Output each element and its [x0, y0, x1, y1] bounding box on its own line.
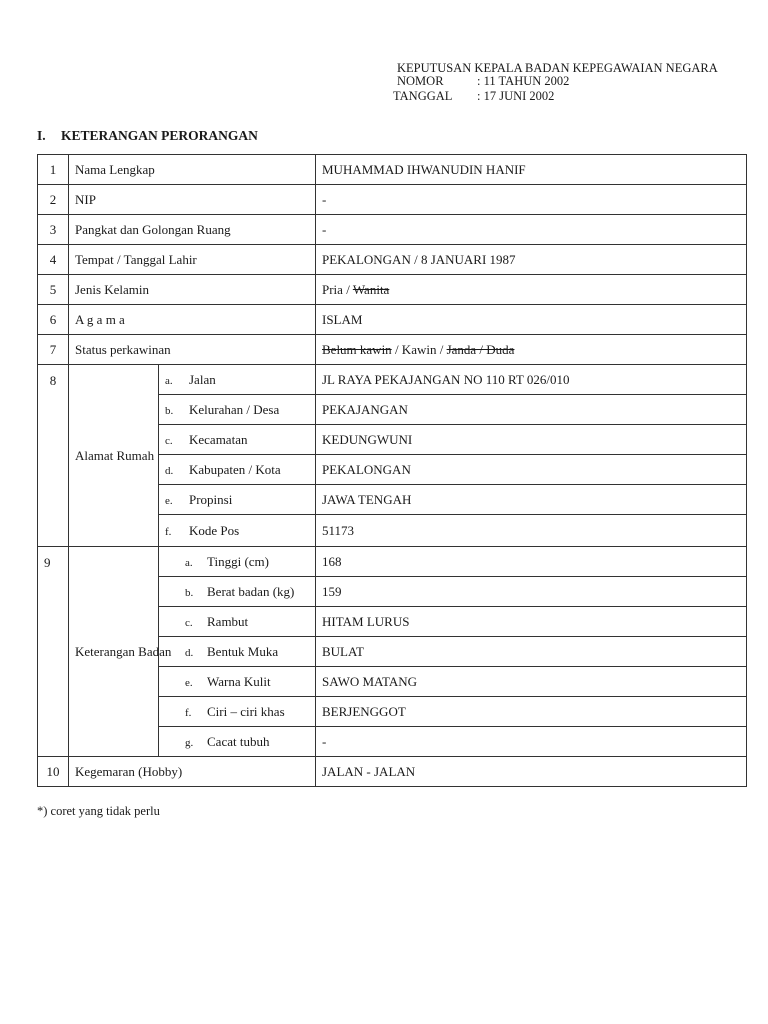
table-row	[38, 245, 747, 275]
sub-label	[159, 485, 316, 515]
sub-name: Kecamatan	[189, 431, 248, 447]
sub-label	[159, 455, 316, 485]
table-row	[38, 275, 747, 305]
sub-letter: a.	[185, 556, 193, 569]
group-label: Keterangan Badan	[69, 547, 159, 757]
sub-label	[159, 515, 316, 547]
sub-label	[159, 577, 316, 607]
field-value: SAWO MATANG	[316, 667, 747, 697]
sub-name: Tinggi (cm)	[207, 553, 269, 569]
row-number: 10	[38, 757, 69, 787]
sub-name: Warna Kulit	[207, 673, 271, 689]
sub-name: Propinsi	[189, 491, 233, 507]
sub-letter: b.	[185, 586, 194, 599]
table-row	[38, 185, 747, 215]
sub-letter: b.	[165, 404, 174, 417]
table-row	[38, 155, 747, 185]
field-value: 51173	[316, 515, 747, 547]
field-value: BULAT	[316, 637, 747, 667]
field-value: KEDUNGWUNI	[316, 425, 747, 455]
sub-name: Berat badan (kg)	[207, 583, 295, 599]
sub-name: Bentuk Muka	[207, 643, 279, 659]
field-value: PEKALONGAN	[316, 455, 747, 485]
field-value: -	[316, 727, 747, 757]
row-number: 6	[38, 305, 69, 335]
table-row	[38, 305, 747, 335]
field-value: ISLAM	[316, 305, 747, 335]
table-row	[38, 335, 747, 365]
field-value: PEKAJANGAN	[316, 395, 747, 425]
field-value: PEKALONGAN / 8 JANUARI 1987	[316, 245, 747, 275]
field-label: Jenis Kelamin	[69, 275, 316, 305]
sub-letter: f.	[165, 525, 172, 538]
field-value	[316, 335, 747, 365]
tanggal-label: TANGGAL	[393, 89, 453, 103]
field-value: 168	[316, 547, 747, 577]
sub-name: Kode Pos	[189, 522, 240, 538]
tanggal-value: : 17 JUNI 2002	[477, 89, 555, 103]
sub-name: Jalan	[189, 371, 216, 387]
sub-letter: e.	[185, 676, 193, 689]
field-label: Nama Lengkap	[69, 155, 316, 185]
field-value: JL RAYA PEKAJANGAN NO 110 RT 026/010	[316, 365, 747, 395]
field-value: MUHAMMAD IHWANUDIN HANIF	[316, 155, 747, 185]
field-value: JAWA TENGAH	[316, 485, 747, 515]
sub-letter: g.	[185, 736, 194, 749]
sub-label	[159, 395, 316, 425]
sub-letter: e.	[165, 494, 173, 507]
decree-title: KEPUTUSAN KEPALA BADAN KEPEGAWAIAN NEGARA	[397, 61, 718, 75]
group-label: Alamat Rumah	[69, 365, 159, 547]
footnote: *) coret yang tidak perlu	[37, 804, 160, 818]
field-label: Kegemaran (Hobby)	[69, 757, 316, 787]
section-number: I.	[37, 128, 46, 143]
sub-letter: f.	[185, 706, 192, 719]
row-number: 7	[38, 335, 69, 365]
sub-label	[159, 425, 316, 455]
table-row	[38, 547, 747, 577]
sub-letter: c.	[185, 616, 193, 629]
field-label: A g a m a	[69, 305, 316, 335]
sub-label	[159, 727, 316, 757]
row-number: 5	[38, 275, 69, 305]
nomor-label: NOMOR	[397, 74, 444, 88]
sub-name: Kelurahan / Desa	[189, 401, 280, 417]
sub-label	[159, 607, 316, 637]
row-number: 2	[38, 185, 69, 215]
field-value: JALAN - JALAN	[316, 757, 747, 787]
sub-label	[159, 637, 316, 667]
marital-selected: / Kawin /	[394, 341, 444, 357]
table-row	[38, 365, 747, 395]
field-label: NIP	[69, 185, 316, 215]
decree-number	[397, 74, 569, 89]
sub-letter: d.	[185, 646, 194, 659]
field-label: Status perkawinan	[69, 335, 316, 365]
decree-date	[393, 89, 554, 104]
sub-label	[159, 667, 316, 697]
field-value: HITAM LURUS	[316, 607, 747, 637]
field-label: Tempat / Tanggal Lahir	[69, 245, 316, 275]
marital-struck-a: Belum kawin	[322, 341, 392, 357]
field-label: Pangkat dan Golongan Ruang	[69, 215, 316, 245]
sub-name: Ciri – ciri khas	[207, 703, 285, 719]
sub-letter: d.	[165, 464, 174, 477]
sub-label	[159, 365, 316, 395]
section-title	[37, 128, 258, 144]
field-value	[316, 275, 747, 305]
table-row	[38, 215, 747, 245]
sub-name: Cacat tubuh	[207, 733, 270, 749]
row-number: 1	[38, 155, 69, 185]
gender-selected: Pria /	[322, 281, 350, 297]
sub-letter: a.	[165, 374, 173, 387]
sub-name: Kabupaten / Kota	[189, 461, 281, 477]
nomor-value: : 11 TAHUN 2002	[477, 74, 570, 88]
row-number: 9	[38, 547, 69, 757]
personal-info-table	[37, 154, 747, 787]
row-number: 8	[38, 365, 69, 547]
row-number: 4	[38, 245, 69, 275]
sub-name: Rambut	[207, 613, 249, 629]
table-row	[38, 757, 747, 787]
gender-struck: Wanita	[352, 281, 390, 297]
sub-label	[159, 547, 316, 577]
row-number: 3	[38, 215, 69, 245]
field-value: -	[316, 185, 747, 215]
section-heading: KETERANGAN PERORANGAN	[61, 128, 258, 143]
sub-label	[159, 697, 316, 727]
field-value: BERJENGGOT	[316, 697, 747, 727]
sub-letter: c.	[165, 434, 173, 447]
field-value: 159	[316, 577, 747, 607]
marital-struck-b: Janda / Duda	[446, 341, 515, 357]
field-value: -	[316, 215, 747, 245]
